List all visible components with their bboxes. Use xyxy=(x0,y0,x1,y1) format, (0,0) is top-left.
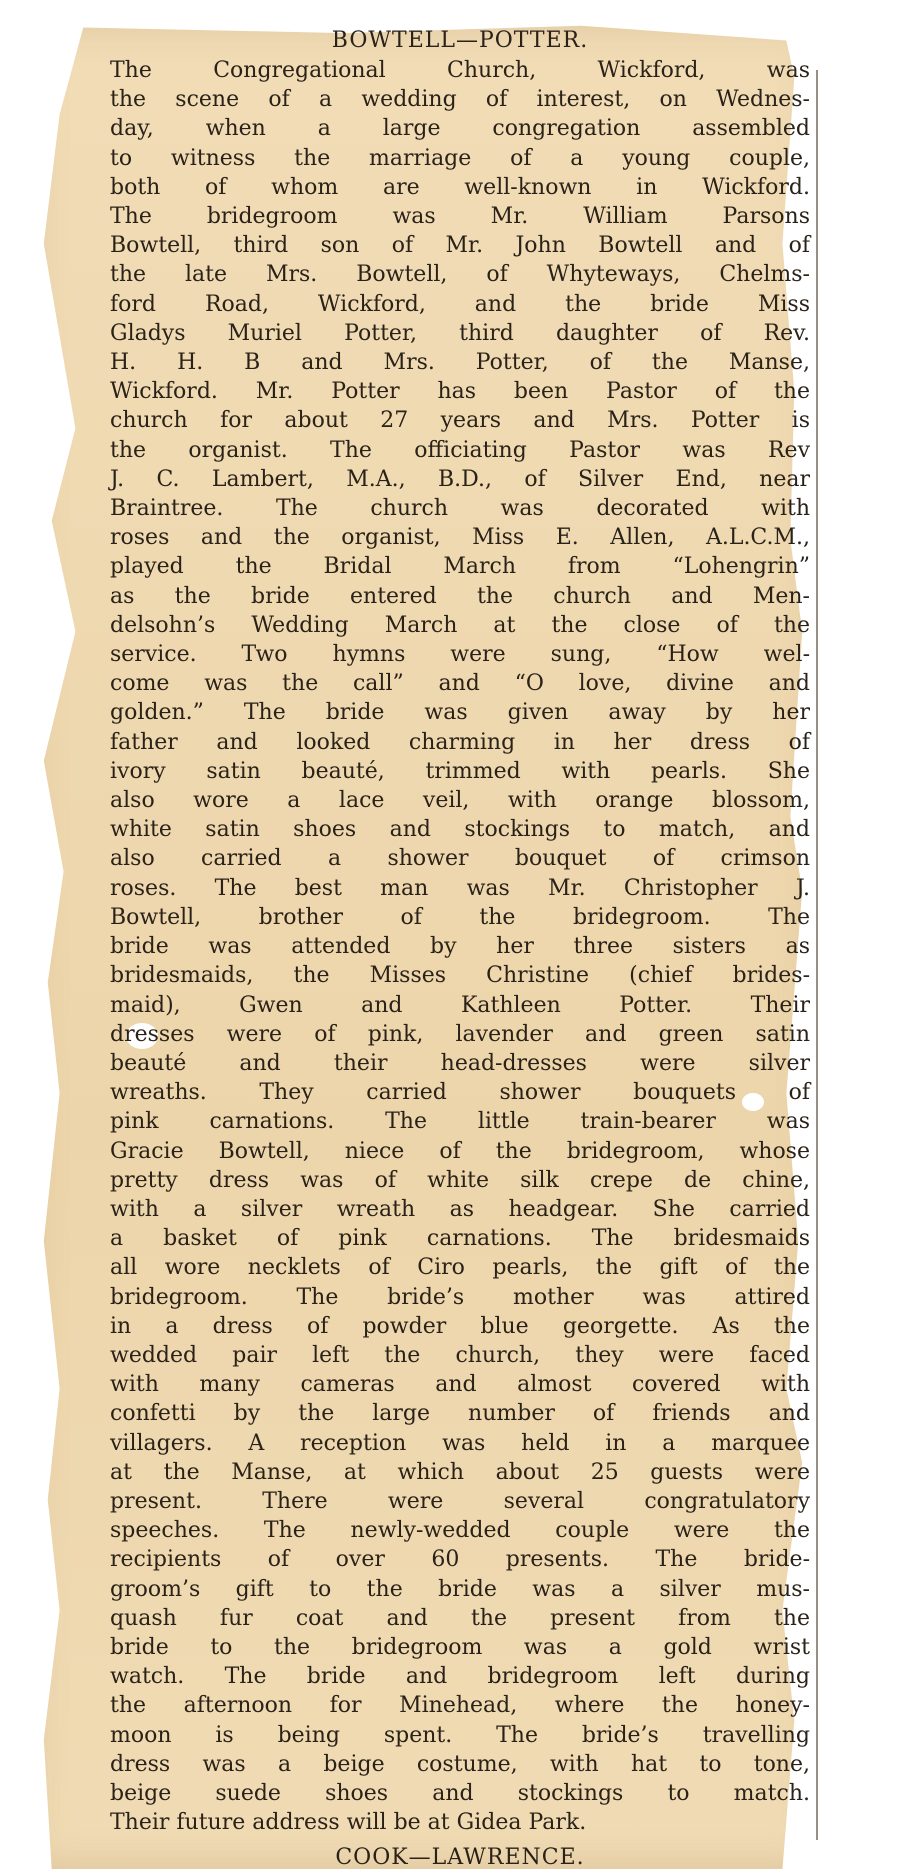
text-line: also carried a shower bouquet of crimson xyxy=(110,846,810,872)
text-line: beige suede shoes and stockings to match. xyxy=(110,1780,810,1806)
text-line: all wore necklets of Ciro pearls, the gift of the xyxy=(110,1255,810,1281)
text-line: dress was a beige costume, with hat to tone, xyxy=(110,1751,810,1777)
text-line: the scene of a wedding of interest, on Wednes- xyxy=(110,87,810,113)
text-line: speeches. The newly-wedded couple were the xyxy=(110,1518,810,1544)
text-line: wreaths. They carried shower bouquets of xyxy=(110,1080,810,1106)
text-line: both of whom are well-known in Wickford. xyxy=(110,174,810,200)
text-line: the late Mrs. Bowtell, of Whyteways, Chelms- xyxy=(110,262,810,288)
text-line: quash fur coat and the present from the xyxy=(110,1605,810,1631)
column-rule xyxy=(816,70,818,1840)
text-line: Gladys Muriel Potter, third daughter of Rev. xyxy=(110,320,810,346)
text-line: a basket of pink carnations. The bridesmaids xyxy=(110,1226,810,1252)
text-line: recipients of over 60 presents. The bride- xyxy=(110,1547,810,1573)
text-line: dresses were of pink, lavender and green satin xyxy=(110,1021,810,1047)
text-line: J. C. Lambert, M.A., B.D., of Silver End, near xyxy=(110,466,810,492)
text-line: service. Two hymns were sung, “How wel- xyxy=(110,642,810,668)
text-line: white satin shoes and stockings to match, and xyxy=(110,817,810,843)
text-line: to witness the marriage of a young couple, xyxy=(110,145,810,171)
text-line: Bowtell, third son of Mr. John Bowtell and of xyxy=(110,233,810,259)
text-line: also wore a lace veil, with orange blossom, xyxy=(110,788,810,814)
text-line: with a silver wreath as headgear. She carried xyxy=(110,1196,810,1222)
text-line: with many cameras and almost covered with xyxy=(110,1372,810,1398)
text-line: moon is being spent. The bride’s travelling xyxy=(110,1722,810,1748)
text-line: bridegroom. The bride’s mother was attired xyxy=(110,1284,810,1310)
text-line: delsohn’s Wedding March at the close of the xyxy=(110,612,810,638)
text-line: ford Road, Wickford, and the bride Miss xyxy=(110,291,810,317)
text-line: day, when a large congregation assembled xyxy=(110,116,810,142)
text-line: bride was attended by her three sisters as xyxy=(110,934,810,960)
text-line: groom’s gift to the bride was a silver mus- xyxy=(110,1576,810,1602)
text-line: golden.” The bride was given away by her xyxy=(110,700,810,726)
article-headline: BOWTELL—POTTER. xyxy=(331,28,589,53)
text-line: bride to the bridegroom was a gold wrist xyxy=(110,1634,810,1660)
text-line: watch. The bride and bridegroom left during xyxy=(110,1664,810,1690)
text-line: The Congregational Church, Wickford, was xyxy=(110,58,810,83)
text-line: confetti by the large number of friends and xyxy=(110,1401,810,1427)
text-line: pretty dress was of white silk crepe de chine, xyxy=(110,1167,810,1193)
text-line: roses and the organist, Miss E. Allen, A.L.C.M., xyxy=(110,525,810,551)
text-line: the organist. The officiating Pastor was Rev xyxy=(110,437,810,463)
text-line: present. There were several congratulatory xyxy=(110,1488,810,1514)
text-line: Their future address will be at Gidea Park. xyxy=(110,1810,587,1836)
text-line: played the Bridal March from “Lohengrin” xyxy=(110,554,810,580)
text-line: maid), Gwen and Kathleen Potter. Their xyxy=(110,992,810,1018)
text-line: The bridegroom was Mr. William Parsons xyxy=(110,204,810,230)
text-line: Gracie Bowtell, niece of the bridegroom, whose xyxy=(110,1138,810,1164)
text-line: in a dress of powder blue georgette. As the xyxy=(110,1313,810,1339)
text-line: the afternoon for Minehead, where the honey- xyxy=(110,1693,810,1719)
next-article-headline: COOK—LAWRENCE. xyxy=(335,1845,585,1871)
text-line: as the bride entered the church and Men- xyxy=(110,583,810,609)
text-line: bridesmaids, the Misses Christine (chief brides- xyxy=(110,963,810,989)
text-line: wedded pair left the church, they were faced xyxy=(110,1342,810,1368)
text-line: villagers. A reception was held in a marquee xyxy=(110,1430,810,1456)
article xyxy=(110,26,810,1873)
text-line: ivory satin beauté, trimmed with pearls. She xyxy=(110,758,810,784)
text-line: come was the call” and “O love, divine and xyxy=(110,671,810,697)
text-line: pink carnations. The little train-bearer was xyxy=(110,1109,810,1135)
text-line: father and looked charming in her dress of xyxy=(110,729,810,755)
text-line: at the Manse, at which about 25 guests were xyxy=(110,1459,810,1485)
text-line: Wickford. Mr. Potter has been Pastor of the xyxy=(110,379,810,405)
text-line: H. H. B and Mrs. Potter, of the Manse, xyxy=(110,350,810,376)
text-line: beauté and their head-dresses were silver xyxy=(110,1050,810,1076)
text-line: Braintree. The church was decorated with xyxy=(110,496,810,522)
text-line: church for about 27 years and Mrs. Potter is xyxy=(110,408,810,434)
article-body xyxy=(110,56,810,1837)
text-line: roses. The best man was Mr. Christopher J. xyxy=(110,875,810,901)
text-line: Bowtell, brother of the bridegroom. The xyxy=(110,904,810,930)
